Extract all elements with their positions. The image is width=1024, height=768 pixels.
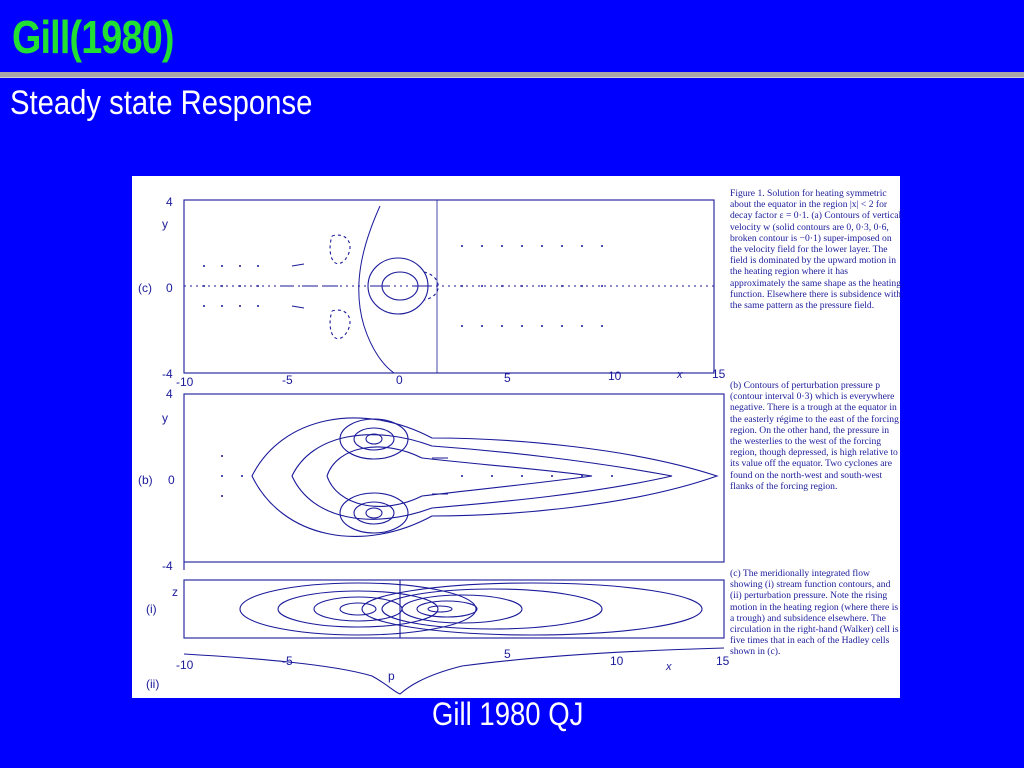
x-tick-c-2: -5 (282, 654, 293, 668)
y-axis-label-b: y (162, 411, 168, 425)
x-tick-5: 10 (608, 369, 622, 383)
x-tick-c-1: -10 (176, 658, 194, 672)
x-axis-label-a: x (677, 369, 683, 381)
p-label: p (388, 669, 395, 683)
y-axis-label-a: y (162, 217, 168, 231)
y-tick-top-b: 4 (166, 387, 173, 401)
title-divider (0, 72, 1024, 78)
cyclone-south-outer (340, 493, 408, 533)
x-tick-2: -5 (282, 373, 293, 387)
p-contour-2 (292, 435, 672, 520)
cyclone-north-outer (340, 419, 408, 459)
x-tick-c-6: 15 (716, 654, 730, 668)
panel-label-a: (c) (138, 281, 152, 295)
panel-label-b: (b) (138, 473, 153, 487)
x-tick-4: 5 (504, 371, 511, 385)
panel-b-frame (184, 394, 724, 562)
x-tick-6: 15 (712, 367, 726, 381)
y-tick-mid-b: 0 (168, 473, 175, 487)
y-tick-mid-a: 0 (166, 281, 173, 295)
caption-panel-b: (b) Contours of perturbation pressure p (contour interval 0·3) which is everywhere negative. There is a trough at the equator in the easterly régime to the east of the forcing region. On the other hand, the pressure in the westerlies to the west of the forcing region, though depressed, is high relative to its value off the equator. Two cyclones are found on the north-west and south-west flanks of the forcing region. (730, 380, 899, 492)
x-tick-c-5: 10 (610, 654, 624, 668)
y-tick-bottom-a: -4 (162, 367, 173, 381)
x-tick-3: 0 (396, 373, 403, 387)
x-tick-c-4: 5 (504, 647, 511, 661)
panel-label-ci: (i) (146, 602, 157, 616)
z-axis-label: z (172, 585, 178, 599)
caption-panel-a: Figure 1. Solution for heating symmetric about the equator in the region |x| < 2 for decay factor ε = 0·1. (a) Contours of vertical velocity w (solid contours are 0, 0·3, 0·6, broken contour is −0·1) super-imposed on the velocity field for the lower layer. The field is dominated by the upward motion in the heating region where it has approximately the same shape as the heating function. Elsewhere there is subsidence with the same pattern as the pressure field. (730, 188, 902, 312)
pressure-curve (184, 648, 724, 694)
y-tick-bottom-b: -4 (162, 559, 173, 573)
panel-label-cii: (ii) (146, 677, 160, 691)
y-tick-top-a: 4 (166, 195, 173, 209)
gill-figure (132, 176, 900, 698)
figure-source-caption: Gill 1980 QJ (432, 696, 584, 732)
caption-panel-c: (c) The meridionally integrated flow showing (i) stream function contours, and (ii) perturbation pressure. Note the rising motion in the heating region (where there is a trough) and subsidence elsewhere. The circulation in the right-hand (Walker) cell is five times that in each of the Hadley cells shown in (c). (730, 568, 899, 658)
x-axis-label-c: x (666, 661, 672, 673)
slide-title: Gill(1980) (12, 11, 174, 63)
x-tick-1: -10 (176, 375, 194, 389)
slide-subtitle: Steady state Response (10, 84, 313, 122)
p-contour-1 (252, 418, 717, 536)
panel-ci-frame (184, 580, 724, 638)
